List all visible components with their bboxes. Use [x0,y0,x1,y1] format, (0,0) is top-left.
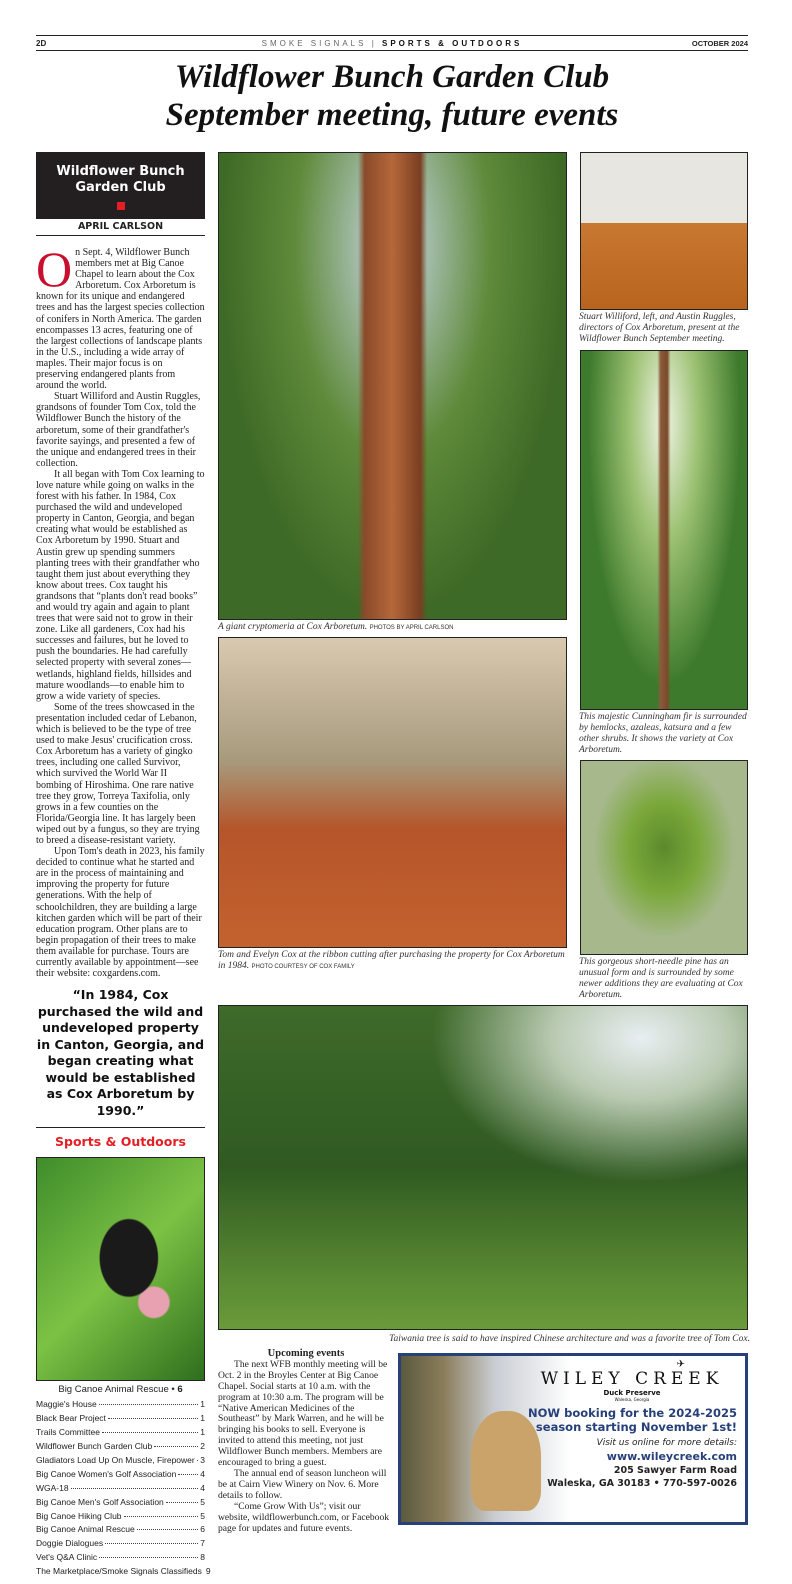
toc-title: Big Canoe Men's Golf Association [36,1496,164,1507]
leader-dots [124,1516,199,1517]
ad-text [527,1370,737,1490]
toc-title: Black Bear Project [36,1413,106,1424]
toc-title: Big Canoe Hiking Club [36,1510,122,1521]
leader-dots [178,1474,198,1475]
column-name-box [36,152,205,219]
ad-visit-text: Visit us online for more details: [596,1438,737,1448]
toc-page: 4 [200,1468,205,1479]
page-number: 2D [36,39,47,48]
section-name: SPORTS & OUTDOORS [382,39,523,48]
drop-cap: O [36,241,73,297]
publication-section [36,39,748,48]
caption-text: Tom and Evelyn Cox at the ribbon cutting after purchasing the property for Cox Arboretum in 1984. [218,950,565,971]
column-name-line2: Garden Club [75,180,166,195]
ribbon-cutting-photo [218,637,567,948]
cunningham-fir-photo [580,350,748,710]
directors-photo [580,152,748,310]
caption-page: 6 [177,1384,183,1396]
leader-dots [197,1460,199,1461]
taiwania-caption: Taiwania tree is said to have inspired Chinese architecture and was a favorite tree of Tom Cox. [389,1334,750,1344]
photo-credit: PHOTO COURTESY OF COX FAMILY [251,964,355,970]
toc-title: The Marketplace/Smoke Signals Classifieds [36,1566,202,1577]
toc-title: Gladiators Load Up On Muscle, Firepower [36,1454,195,1465]
toc-page: 6 [200,1524,205,1535]
toc-title: Wildflower Bunch Garden Club [36,1441,153,1452]
toc-page: 9 [205,1566,211,1577]
headline [36,58,748,134]
toc-page: 4 [200,1482,205,1493]
paragraph: The annual end of season luncheon will be at Cairn View Winery on Nov. 6. More details to follow. [218,1467,387,1501]
toc-page: 1 [200,1413,205,1424]
leader-dots [99,1557,198,1558]
directors-caption: Stuart Williford, left, and Austin Ruggles, directors of Cox Arboretum, present at the Wildflower Bunch September meeting. [579,312,740,344]
events-heading: Upcoming events [267,1348,345,1359]
photo-credit: PHOTOS BY APRIL CARLSON [369,625,454,631]
brand-sub: Duck Preserve [603,1389,661,1397]
paragraph-text: n Sept. 4, Wildflower Bunch members met at Big Canoe Chapel to learn about the Cox Arboretum. Cox Arboretum is known for its unique and endangered trees and has the largest species collection of conifers in North America. The garden encompasses 13 acres, featuring one of the largest collections of landscape plants in the U.S., including a wide array of maples. Their major focus is on preserving endangered plants from around the world. [36,247,205,392]
duck-icon: ✈ [676,1359,685,1370]
wiley-creek-ad[interactable] [398,1353,748,1525]
headline-line1: Wildflower Bunch Garden Club [174,59,610,95]
pine-caption: This gorgeous short-needle pine has an unusual form and is surrounded by some newer additions they are evaluating at Cox Arboretum. [579,957,743,1000]
red-square-icon [117,202,125,210]
toc-page: 1 [200,1427,205,1438]
column-name-line1: Wildflower Bunch [56,164,185,179]
caption-text: A giant cryptomeria at Cox Arboretum. [218,622,368,632]
toc-page: 7 [200,1538,205,1549]
ad-url-link[interactable]: www.wileycreek.com [606,1450,737,1463]
toc-item[interactable] [36,1413,205,1427]
dog-photo [36,1157,205,1381]
leader-dots [154,1446,198,1447]
ribbon-caption [218,950,570,973]
paragraph: Stuart Williford and Austin Ruggles, grandsons of founder Tom Cox, told the Wildflower Bunch the history of the arboretum, some of their grandfather's favorite sayings, and presented a few of the unique and endangered trees in their collection. [36,391,201,469]
toc-page: 8 [200,1552,205,1563]
page-header [36,35,748,51]
upcoming-events [218,1349,394,1534]
leader-dots [99,1404,199,1405]
pull-quote: “In 1984, Cox purchased the wild and undeveloped property in Canton, Georgia, and began creating what would be established as Cox Arboretum by 1990.” [36,987,205,1118]
paragraph: It all began with Tom Cox learning to love nature while going on walks in the forest with his father. In 1984, Cox purchased the wild and undeveloped property in Canton, Georgia, and began creating what would be established as Cox Arboretum by 1990. Stuart and Austin grew up spending summers planting trees with their grandfather who taught them just about everything they know about trees. Cox taught his grandsons that “plants don't read books” and would try again and again to plant trees that were said not to grow in their zone. Like all gardeners, Cox had his successes and failures, but he loved to push the boundaries. He had carefully selected property with several zones—wetlands, highland fields, hillsides and mature woodlands—to enable him to grow a wide variety of species. [36,468,205,702]
divider [36,1127,205,1128]
table-of-contents [36,1399,211,1580]
leader-dots [166,1502,198,1503]
toc-item[interactable] [36,1552,205,1566]
headline-line2: season starting November 1st! [535,1420,737,1434]
paragraph: The next WFB monthly meeting will be Oct. 2 in the Broyles Center at Big Canoe Chapel. Social starts at 10 a.m. with the program at 10:30 a.m. The program will be “Native American Medicines of the Southeast” by Mark Warren, and he will be bringing his books to sell. Everyone is invited to attend this meeting, not just Wildflower Bunch members. Members are encouraged to bring a guest. [218,1358,388,1469]
toc-item[interactable] [36,1566,211,1580]
paragraph [36,241,205,392]
headline-line2: September meeting, future events [165,97,619,133]
toc-page: 3 [200,1454,205,1465]
toc-title: Doggie Dialogues [36,1538,104,1549]
ad-address: 205 Sawyer Farm Road [613,1465,737,1476]
toc-page: 1 [200,1399,205,1410]
toc-item[interactable] [36,1483,205,1497]
toc-title: Vet's Q&A Clinic [36,1552,98,1563]
toc-item[interactable] [36,1399,205,1413]
leader-dots [137,1529,199,1530]
leader-dots [71,1488,199,1489]
ad-headline [527,1406,737,1434]
brand-name: WILEY CREEK [540,1369,724,1389]
toc-item[interactable] [36,1524,205,1538]
toc-item[interactable] [36,1441,205,1455]
caption-text: Big Canoe Animal Rescue [58,1384,169,1396]
brand-location: Waleska, Georgia [614,1397,650,1402]
toc-item[interactable] [36,1427,205,1441]
publication-name: SMOKE SIGNALS [261,39,367,48]
article-body [36,241,205,980]
paragraph: “Come Grow With Us”; visit our website, wildflowerbunch.com, or Facebook page for updates and future events. [218,1500,390,1534]
cryptomeria-photo [218,152,567,620]
toc-title: Trails Committee [36,1427,100,1438]
taiwania-photo [218,1005,748,1330]
dog-photo-caption: Big Canoe Animal Rescue • 6 [58,1384,183,1396]
paragraph: Some of the trees showcased in the presentation included cedar of Lebanon, which is believed to be the type of tree used to make Jesus' crucification cross. Cox Arboretum has a variety of gingko trees, including one called Survivor, which survived the World War II bombing of Hiroshima. One rare native tree they grow, Torreya Taxifolia, only grows in a few counties on the Florida/Georgia line. It has largely been wiped out by a fungus, so they are trying to breed a disease-resistant variety. [36,701,200,846]
wiley-creek-logo [527,1370,737,1402]
toc-item[interactable] [36,1511,205,1525]
leader-dots [102,1432,198,1433]
toc-page: 2 [200,1441,205,1452]
ad-city-phone: Waleska, GA 30183 • 770-597-0026 [547,1478,737,1489]
toc-item[interactable] [36,1469,205,1483]
toc-title: WGA-18 [36,1482,69,1493]
toc-title: Maggie's House [36,1399,97,1410]
cryptomeria-caption [218,622,578,634]
toc-page: 5 [200,1510,205,1521]
toc-item[interactable] [36,1538,205,1552]
toc-item[interactable] [36,1497,205,1511]
separator: | [371,39,377,48]
toc-item[interactable] [36,1455,205,1469]
issue-date: OCTOBER 2024 [691,39,748,48]
byline: APRIL CARLSON [36,221,205,236]
toc-title: Big Canoe Women's Golf Association [36,1468,177,1479]
pine-photo [580,760,748,955]
left-column [36,241,211,1580]
leader-dots [108,1418,198,1419]
toc-title: Big Canoe Animal Rescue [36,1524,135,1535]
cunningham-caption: This majestic Cunningham fir is surrounded by hemlocks, azaleas, katsura and a few other shrubs. It shows the variety at Cox Arboretum. [579,712,747,755]
sports-outdoors-heading: Sports & Outdoors [55,1134,186,1150]
leader-dots [105,1543,198,1544]
toc-page: 5 [200,1496,205,1507]
paragraph: Upon Tom's death in 2023, his family decided to continue what he started and are in the process of maintaining and improving the property for future generations. With the help of schoolchildren, they are building a large kitchen garden which will be part of their education program. Other plans are to begin propagation of their trees to make them available for purchase. Tours are currently available by appointment—see their website: coxgardens.com. [36,846,205,980]
headline-line1: NOW booking for the 2024-2025 [528,1406,737,1420]
